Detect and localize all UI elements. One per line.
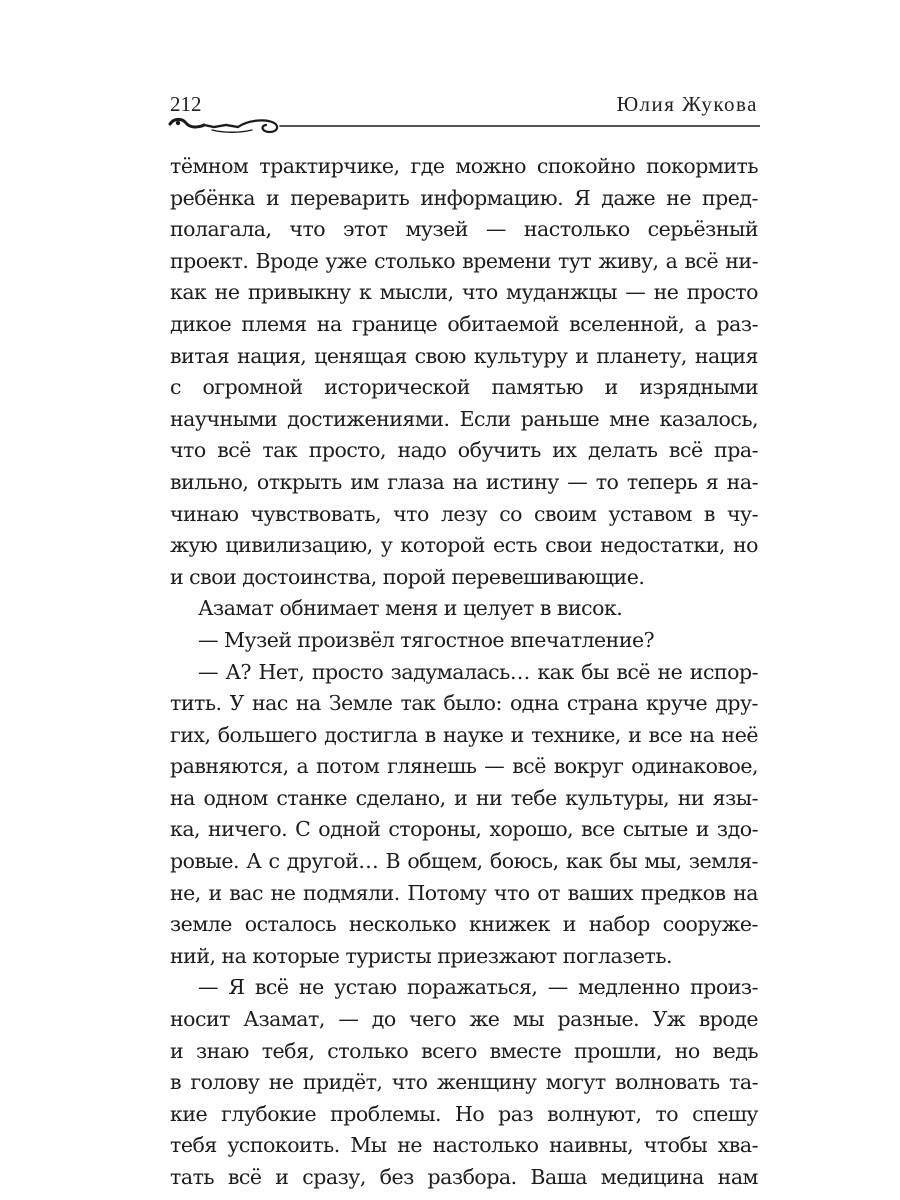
text-line: что всё так просто, надо обучить их делать всё пра- [170, 438, 758, 463]
text-line: Азамат обнимает меня и целует в висок. [198, 596, 623, 621]
text-line: вильно, открыть им глаза на истину — то теперь я на- [170, 469, 758, 494]
text-line: чинаю чувствовать, что лезу со своим уставом в чу- [170, 501, 758, 526]
text-line: равняются, а потом глянешь — всё вокруг одинаковое, [170, 754, 758, 779]
text-line: ний, на которые туристы приезжают поглазеть. [170, 943, 673, 968]
text-line: земле осталось несколько книжек и набор сооруже- [170, 912, 758, 937]
text-line: полагала, что этот музей — настолько серьёзный [170, 217, 758, 242]
text-line: проект. Вроде уже столько времени тут живу, а всё ни- [170, 248, 758, 273]
text-line: не, и вас не подмяли. Потому что от ваших предков на [170, 880, 758, 905]
text-line: на одном станке сделано, и ни тебе культуры, ни язы- [170, 785, 758, 810]
text-line: ка, ничего. С одной стороны, хорошо, все сытые и здо- [170, 817, 758, 842]
text-line: как не привыкну к мысли, что муданжцы — не просто [170, 280, 758, 305]
text-line: — А? Нет, просто задумалась… как бы всё не испор- [198, 659, 758, 684]
body-text [170, 151, 758, 1194]
text-line: витая нация, ценящая свою культуру и планету, нация [170, 343, 758, 368]
text-line: ровые. А с другой… В общем, боюсь, как бы мы, земля- [170, 849, 758, 874]
text-line: дикое племя на границе обитаемой вселенной, а раз- [170, 311, 758, 336]
text-line: с огромной исторической памятью и изрядными [170, 375, 758, 400]
text-line: тёмном трактирчике, где можно спокойно покормить [170, 154, 758, 178]
text-line: кие глубокие проблемы. Но раз волнуют, то спешу [170, 1101, 758, 1126]
running-title-author: Юлия Жукова [616, 92, 758, 116]
text-line: и свои достоинства, порой перевешивающие. [170, 564, 645, 589]
page-number: 212 [170, 92, 202, 116]
flourish-ornament-icon [168, 114, 760, 138]
text-line: носит Азамат, — до чего же мы разные. Уж вроде [170, 1007, 758, 1032]
text-line: тить. У нас на Земле так было: одна страна круче дру- [170, 691, 758, 716]
text-line: ребёнка и переварить информацию. Я даже не пред- [170, 185, 758, 210]
text-line: научными достижениями. Если раньше мне казалось, [170, 406, 758, 431]
text-line: — Я всё не устаю поражаться, — медленно произ- [198, 975, 758, 1000]
text-line: гих, большего достигла в науке и технике, и все на неё [170, 722, 758, 747]
text-line: — Музей произвёл тягостное впечатление? [198, 627, 655, 652]
text-line: тебя успокоить. Мы не настолько наивны, чтобы хва- [170, 1133, 758, 1158]
text-line: тать всё и сразу, без разбора. Ваша медицина нам [170, 1165, 758, 1189]
text-line: в голову не придёт, что женщину могут волновать та- [170, 1070, 758, 1095]
text-line: жую цивилизацию, у которой есть свои недостатки, но [170, 533, 758, 558]
text-line: и знаю тебя, столько всего вместе прошли, но ведь [170, 1038, 758, 1063]
